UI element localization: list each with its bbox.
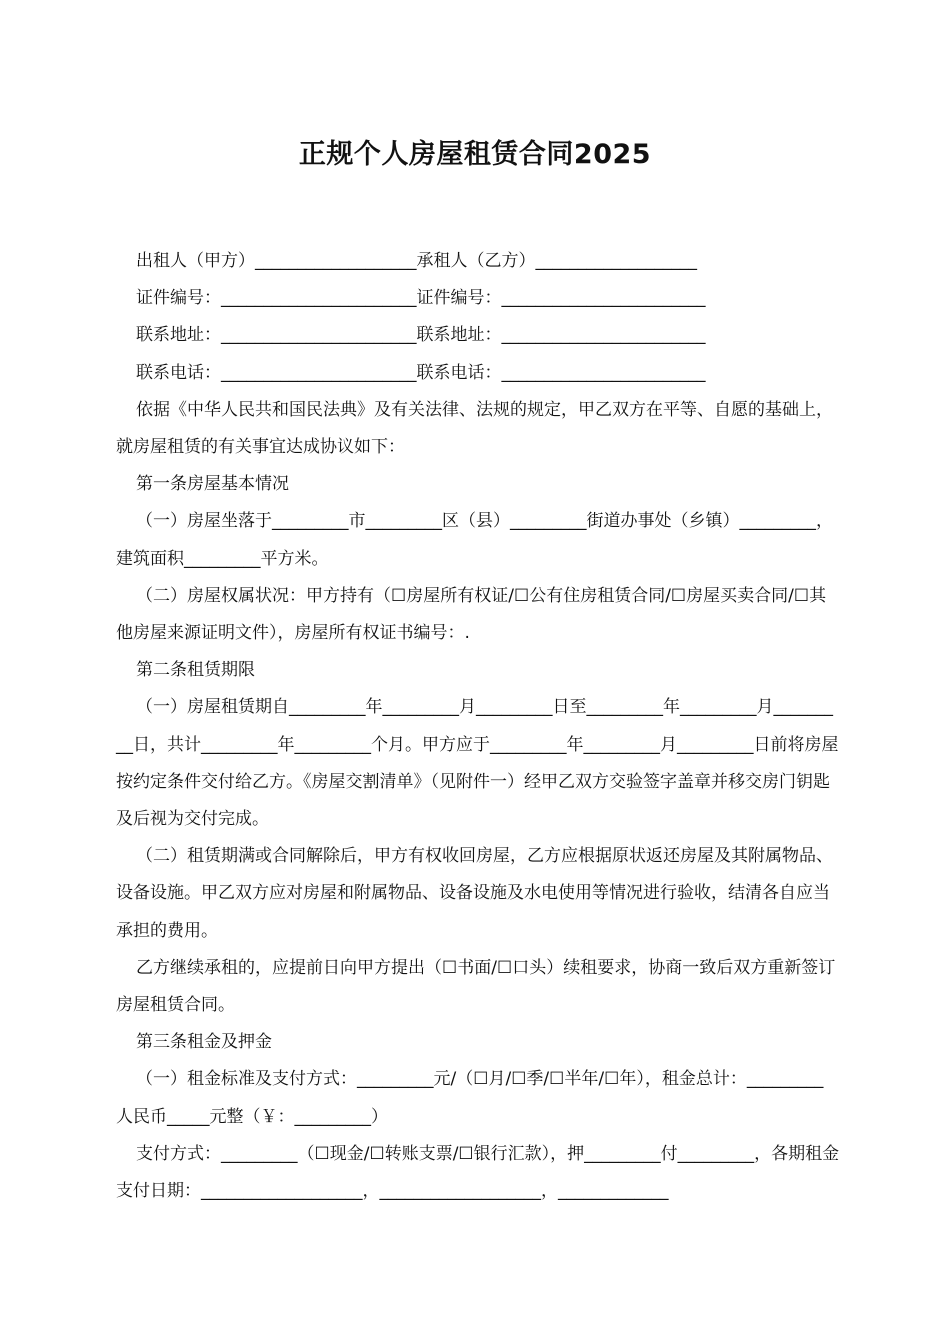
document-title: 正规个人房屋租赁合同2025 [298, 139, 652, 170]
article1-item1: （一）房屋坐落于_________市_________区（县）_________街道办事处（乡镇）_________，建筑面积_________平方米。 [116, 511, 833, 569]
id-number-row: 证件编号：_______________________证件编号：________________________ [136, 288, 706, 309]
article2-renewal: 乙方继续承租的，应提前日向甲方提出（☐书面/☐口头）续租要求，协商一致后双方重新签订房屋租赁合同。 [116, 957, 836, 1016]
article3-heading: 第三条租金及押金 [136, 1032, 272, 1053]
article1-item2: （二）房屋权属状况：甲方持有（☐房屋所有权证/☐公有住房租赁合同/☐房屋买卖合同/☐其他房屋来源证明文件），房屋所有权证书编号：. [116, 585, 827, 644]
contract-body [116, 243, 840, 1210]
article3-item1: （一）租金标准及支付方式：_________元/（☐月/☐季/☐半年/☐年），租金总计：_________人民币_____元整（￥：_________） [116, 1069, 824, 1127]
address-row: 联系地址：_______________________联系地址：________________________ [136, 325, 706, 346]
article1-heading: 第一条房屋基本情况 [136, 474, 289, 495]
lessor-lessee-row: 出租人（甲方）___________________承租人（乙方）___________________ [136, 251, 697, 271]
article2-item2: （二）租赁期满或合同解除后，甲方有权收回房屋，乙方应根据原状返还房屋及其附属物品、设备设施。甲乙双方应对房屋和附属物品、设备设施及水电使用等情况进行验收，结清各自应当承担的费用。 [116, 846, 833, 941]
article3-payment: 支付方式：_________（☐现金/☐转账支票/☐银行汇款），押_________付_________，各期租金支付日期：___________________，___________________，_____________ [116, 1143, 840, 1202]
article2-heading: 第二条租赁期限 [136, 660, 255, 681]
phone-row: 联系电话：_______________________联系电话：________________________ [136, 362, 706, 383]
article2-item1: （一）房屋租赁期自_________年_________月_________日至_________年_________月_________日，共计_________年_________个月。甲方应于_________年_________月_________日前将房屋按约定条件交付给乙方。《房屋交割清单》（见附件一）经甲乙双方交验签字盖章并移交房门钥匙及后视为交付完成。 [116, 697, 839, 830]
preamble-paragraph: 依据《中华人民共和国民法典》及有关法律、法规的规定，甲乙双方在平等、自愿的基础上，就房屋租赁的有关事宜达成协议如下： [116, 399, 833, 458]
